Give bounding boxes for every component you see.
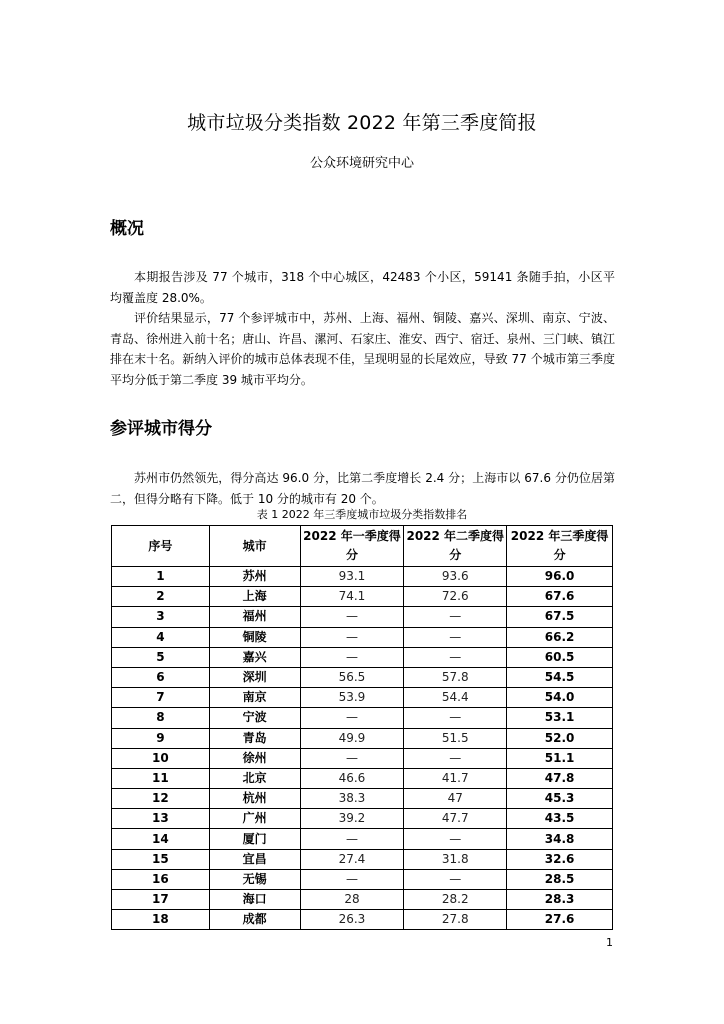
cell-index: 16 [112,869,210,889]
cell-city: 无锡 [209,869,300,889]
cell-q1-score: — [300,607,404,627]
cell-q2-score: — [404,708,507,728]
cell-index: 7 [112,688,210,708]
cell-city: 广州 [209,809,300,829]
cell-index: 12 [112,789,210,809]
cell-q2-score: 54.4 [404,688,507,708]
cell-city: 海口 [209,890,300,910]
cell-index: 6 [112,667,210,687]
header-index: 序号 [112,526,210,567]
cell-q3-score: 28.3 [507,890,613,910]
cell-city: 北京 [209,768,300,788]
cell-q2-score: 47 [404,789,507,809]
cell-q2-score: 47.7 [404,809,507,829]
cell-q3-score: 67.6 [507,587,613,607]
cell-q1-score: 53.9 [300,688,404,708]
cell-q2-score: — [404,627,507,647]
cell-city: 杭州 [209,789,300,809]
table-row [112,587,613,607]
cell-index: 2 [112,587,210,607]
cell-q2-score: 57.8 [404,667,507,687]
header-q1-score: 2022 年一季度得分 [300,526,404,567]
cell-q3-score: 96.0 [507,567,613,587]
overview-paragraph-1: 本期报告涉及 77 个城市，318 个中心城区，42483 个小区，59141 条随手拍，小区平均覆盖度 28.0%。 [110,270,615,305]
cell-q1-score: 93.1 [300,567,404,587]
page-number: 1 [606,936,613,949]
cell-q2-score: — [404,869,507,889]
table-row [112,748,613,768]
cell-city: 福州 [209,607,300,627]
table-header-row [112,526,613,567]
cell-index: 5 [112,647,210,667]
cell-q2-score: — [404,748,507,768]
table-row [112,627,613,647]
scores-paragraph-1: 苏州市仍然领先，得分高达 96.0 分，比第二季度增长 2.4 分；上海市以 67.6 分仍位居第二，但得分略有下降。低于 10 分的城市有 20 个。 [110,471,615,506]
cell-city: 徐州 [209,748,300,768]
cell-q3-score: 66.2 [507,627,613,647]
table-row [112,849,613,869]
cell-index: 10 [112,748,210,768]
cell-q1-score: 38.3 [300,789,404,809]
cell-q1-score: 26.3 [300,910,404,930]
table-row [112,728,613,748]
cell-index: 17 [112,890,210,910]
cell-q1-score: — [300,829,404,849]
table-row [112,567,613,587]
cell-q1-score: — [300,748,404,768]
table-row [112,667,613,687]
table-row [112,768,613,788]
header-q3-score: 2022 年三季度得分 [507,526,613,567]
organization-name: 公众环境研究中心 [309,156,414,171]
header-q2-score: 2022 年二季度得分 [404,526,507,567]
cell-q3-score: 28.5 [507,869,613,889]
page-title: 城市垃圾分类指数 2022 年第三季度简报 [187,112,537,134]
cell-index: 11 [112,768,210,788]
cell-q1-score: — [300,708,404,728]
cell-q1-score: 56.5 [300,667,404,687]
cell-q2-score: — [404,829,507,849]
cell-q1-score: 28 [300,890,404,910]
cell-q3-score: 51.1 [507,748,613,768]
cell-index: 18 [112,910,210,930]
cell-q3-score: 34.8 [507,829,613,849]
table-row [112,890,613,910]
cell-q2-score: 28.2 [404,890,507,910]
cell-q1-score: 49.9 [300,728,404,748]
cell-q1-score: — [300,869,404,889]
cell-q2-score: 27.8 [404,910,507,930]
cell-q3-score: 43.5 [507,809,613,829]
cell-q3-score: 27.6 [507,910,613,930]
cell-city: 上海 [209,587,300,607]
cell-index: 13 [112,809,210,829]
cell-q1-score: 27.4 [300,849,404,869]
cell-q2-score: 93.6 [404,567,507,587]
cell-q3-score: 45.3 [507,789,613,809]
table-row [112,607,613,627]
table-row [112,789,613,809]
cell-q1-score: 39.2 [300,809,404,829]
cell-q3-score: 67.5 [507,607,613,627]
table-caption: 表 1 2022 年三季度城市垃圾分类指数排名 [256,508,468,521]
cell-q2-score: 72.6 [404,587,507,607]
cell-q1-score: 46.6 [300,768,404,788]
table-row [112,910,613,930]
cell-q3-score: 47.8 [507,768,613,788]
cell-q2-score: — [404,647,507,667]
table-row [112,647,613,667]
cell-index: 14 [112,829,210,849]
cell-city: 苏州 [209,567,300,587]
cell-index: 4 [112,627,210,647]
table-row [112,688,613,708]
ranking-table [111,525,613,930]
cell-q3-score: 53.1 [507,708,613,728]
cell-city: 厦门 [209,829,300,849]
cell-q3-score: 52.0 [507,728,613,748]
section-heading-overview: 概况 [110,219,144,239]
header-city: 城市 [209,526,300,567]
overview-paragraph-2: 评价结果显示，77 个参评城市中，苏州、上海、福州、铜陵、嘉兴、深圳、南京、宁波、青岛、徐州进入前十名；唐山、许昌、漯河、石家庄、淮安、西宁、宿迁、泉州、三门峡、镇江排在末十名。新纳入评价的城市总体表现不佳，呈现明显的长尾效应，导致 77 个城市第三季度平均分低于第二季度 39 城市平均分。 [110,311,615,387]
cell-city: 青岛 [209,728,300,748]
cell-q3-score: 54.5 [507,667,613,687]
cell-q1-score: — [300,627,404,647]
cell-q3-score: 60.5 [507,647,613,667]
cell-q1-score: 74.1 [300,587,404,607]
cell-city: 宁波 [209,708,300,728]
table-row [112,829,613,849]
cell-index: 9 [112,728,210,748]
cell-q2-score: 41.7 [404,768,507,788]
table-row [112,869,613,889]
cell-city: 深圳 [209,667,300,687]
cell-city: 成都 [209,910,300,930]
table-row [112,809,613,829]
cell-city: 宜昌 [209,849,300,869]
cell-q1-score: — [300,647,404,667]
cell-city: 铜陵 [209,627,300,647]
cell-q2-score: — [404,607,507,627]
table-row [112,708,613,728]
section-heading-scores: 参评城市得分 [110,419,212,439]
cell-q2-score: 31.8 [404,849,507,869]
cell-city: 嘉兴 [209,647,300,667]
cell-city: 南京 [209,688,300,708]
cell-q3-score: 32.6 [507,849,613,869]
cell-index: 3 [112,607,210,627]
cell-index: 8 [112,708,210,728]
cell-index: 1 [112,567,210,587]
cell-q2-score: 51.5 [404,728,507,748]
cell-index: 15 [112,849,210,869]
cell-q3-score: 54.0 [507,688,613,708]
